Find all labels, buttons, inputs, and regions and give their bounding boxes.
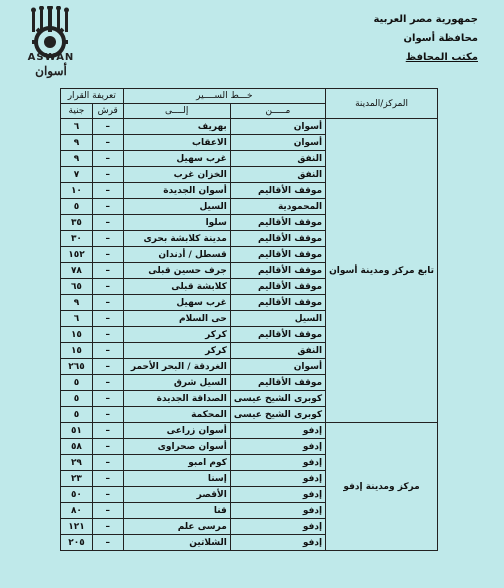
pound-cell: ٢٠٥ [61,535,93,551]
pound-cell: ١٢١ [61,519,93,535]
from-cell: كوبرى الشيخ عيسى [230,391,325,407]
to-cell: الأقصر [123,487,230,503]
document-header [338,10,478,67]
to-cell: أسوان الجديدة [123,183,230,199]
qirsh-cell: – [92,247,123,263]
to-cell: الغردقة / البحر الأحمر [123,359,230,375]
header-republic: جمهورية مصر العربية [373,14,478,25]
pound-cell: ٨٠ [61,503,93,519]
header-tariff: تعريفة القرار [61,89,124,104]
pound-cell: ٥ [61,391,93,407]
to-cell: الصداقة الجديدة [123,391,230,407]
qirsh-cell: – [92,263,123,279]
pound-cell: ٣٠ [61,231,93,247]
to-cell: حى السلام [123,311,230,327]
pound-cell: ٢٦٥ [61,359,93,375]
pound-cell: ٥٨ [61,439,93,455]
to-cell: غرب سهيل [123,151,230,167]
pound-cell: ١٥ [61,343,93,359]
qirsh-cell: – [92,375,123,391]
to-cell: المحكمة [123,407,230,423]
header-qirsh: قرش [92,104,123,119]
pound-cell: ١٥٢ [61,247,93,263]
pound-cell: ٥ [61,407,93,423]
logo-latin-text: ASWAN [27,52,75,63]
to-cell: قسطل / أدندان [123,247,230,263]
qirsh-cell: – [92,311,123,327]
pound-cell: ٥١ [61,423,93,439]
from-cell: موقف الأقاليم [230,279,325,295]
from-cell: إدفو [230,455,325,471]
table-row [61,119,438,135]
qirsh-cell: – [92,519,123,535]
pound-cell: ٣٥ [61,215,93,231]
to-cell: السيل شرق [123,375,230,391]
qirsh-cell: – [92,359,123,375]
from-cell: أسوان [230,135,325,151]
qirsh-cell: – [92,151,123,167]
pound-cell: ١٠ [61,183,93,199]
pound-cell: ٧٨ [61,263,93,279]
header-to: إلــــى [123,104,230,119]
from-cell: موقف الأقاليم [230,263,325,279]
pound-cell: ٩ [61,151,93,167]
from-cell: أسوان [230,119,325,135]
tariff-table [60,88,438,551]
qirsh-cell: – [92,119,123,135]
qirsh-cell: – [92,455,123,471]
pound-cell: ٦ [61,119,93,135]
qirsh-cell: – [92,407,123,423]
pound-cell: ١٥ [61,327,93,343]
pound-cell: ٧ [61,167,93,183]
from-cell: إدفو [230,535,325,551]
header-from: مـــــن [230,104,325,119]
from-cell: موقف الأقاليم [230,295,325,311]
qirsh-cell: – [92,231,123,247]
qirsh-cell: – [92,535,123,551]
to-cell: سلوا [123,215,230,231]
from-cell: إدفو [230,439,325,455]
from-cell: المحمودية [230,199,325,215]
table-row [61,423,438,439]
from-cell: موقف الأقاليم [230,215,325,231]
aswan-emblem-icon [18,6,82,58]
to-cell: الخزان غرب [123,167,230,183]
from-cell: النفق [230,151,325,167]
center-cell: تابع مركز ومدينة أسوان [326,119,438,423]
pound-cell: ٢٩ [61,455,93,471]
pound-cell: ٥ [61,375,93,391]
qirsh-cell: – [92,503,123,519]
to-cell: مدينة كلابشة بحرى [123,231,230,247]
pound-cell: ٩ [61,135,93,151]
qirsh-cell: – [92,279,123,295]
qirsh-cell: – [92,471,123,487]
header-office: مكتب المحافظ [405,52,478,63]
header-governorate: محافظة أسوان [403,33,478,44]
qirsh-cell: – [92,423,123,439]
pound-cell: ٥٠ [61,487,93,503]
from-cell: موقف الأقاليم [230,327,325,343]
qirsh-cell: – [92,343,123,359]
from-cell: النفق [230,343,325,359]
to-cell: أسوان صحراوى [123,439,230,455]
to-cell: السيل [123,199,230,215]
qirsh-cell: – [92,135,123,151]
from-cell: موقف الأقاليم [230,375,325,391]
from-cell: النفق [230,167,325,183]
to-cell: الشلاتين [123,535,230,551]
from-cell: السيل [230,311,325,327]
pound-cell: ٦٥ [61,279,93,295]
to-cell: أسوان زراعى [123,423,230,439]
qirsh-cell: – [92,391,123,407]
pound-cell: ٦ [61,311,93,327]
pound-cell: ٢٣ [61,471,93,487]
qirsh-cell: – [92,487,123,503]
logo-arabic-text: أسوان [35,64,67,78]
header-pound: جنية [61,104,93,119]
from-cell: إدفو [230,503,325,519]
qirsh-cell: – [92,215,123,231]
qirsh-cell: – [92,183,123,199]
from-cell: موقف الأقاليم [230,183,325,199]
header-route: خـــط الســــير [123,89,326,104]
to-cell: كركر [123,327,230,343]
from-cell: كوبرى الشيخ عيسى [230,407,325,423]
from-cell: إدفو [230,471,325,487]
table-body [61,119,438,551]
from-cell: إدفو [230,519,325,535]
center-cell: مركز ومدينة إدفو [326,423,438,551]
pound-cell: ٥ [61,199,93,215]
to-cell: قنا [123,503,230,519]
to-cell: بهريف [123,119,230,135]
from-cell: أسوان [230,359,325,375]
from-cell: إدفو [230,487,325,503]
to-cell: غرب سهيل [123,295,230,311]
to-cell: كلابشة قبلى [123,279,230,295]
to-cell: الاعقاب [123,135,230,151]
to-cell: كركر [123,343,230,359]
qirsh-cell: – [92,327,123,343]
to-cell: إسنا [123,471,230,487]
qirsh-cell: – [92,439,123,455]
qirsh-cell: – [92,167,123,183]
to-cell: جرف حسين قبلى [123,263,230,279]
from-cell: موقف الأقاليم [230,231,325,247]
header-center: المركز/المدينة [326,89,438,119]
to-cell: مرسى علم [123,519,230,535]
pound-cell: ٩ [61,295,93,311]
from-cell: إدفو [230,423,325,439]
to-cell: كوم امبو [123,455,230,471]
qirsh-cell: – [92,295,123,311]
from-cell: موقف الأقاليم [230,247,325,263]
qirsh-cell: – [92,199,123,215]
